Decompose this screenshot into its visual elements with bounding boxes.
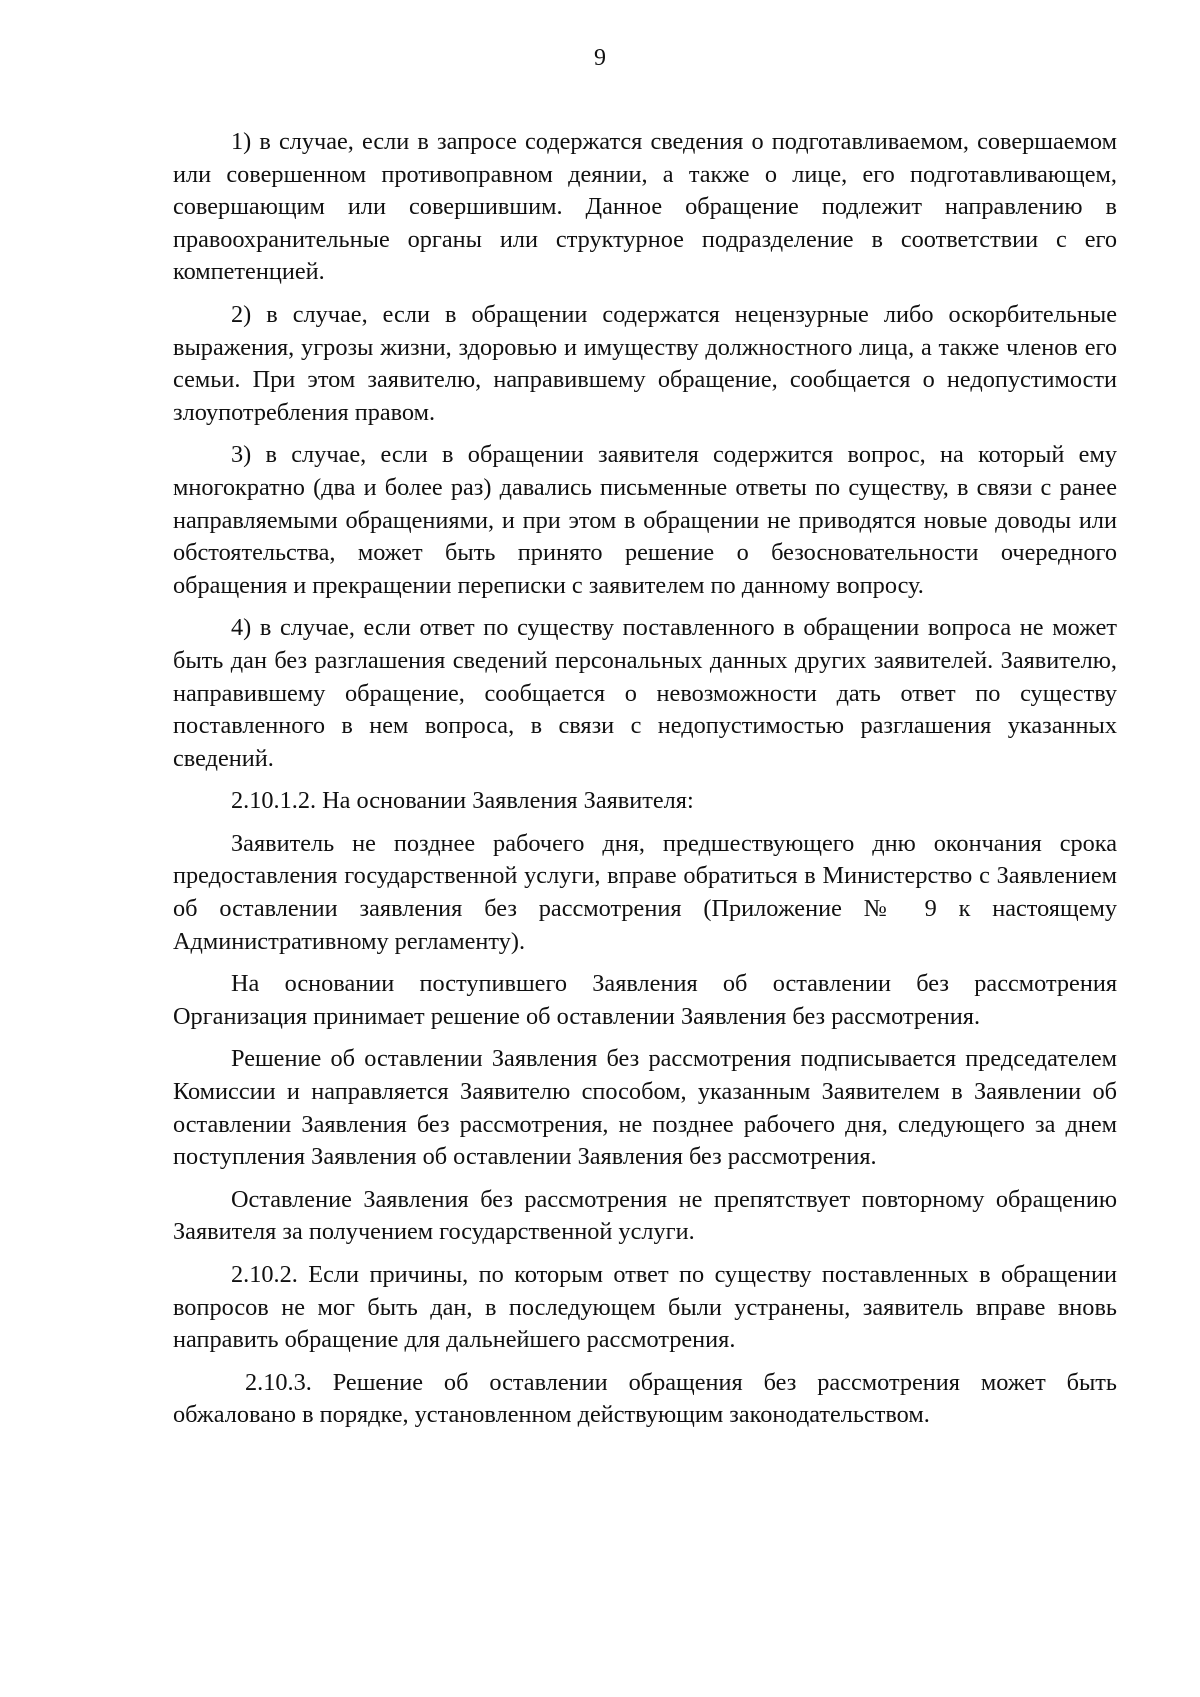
paragraph-section-2-10-3: 2.10.3. Решение об оставлении обращения без рассмотрения может быть обжаловано в порядке, установленном действующим законодательством.	[173, 1368, 1117, 1429]
paragraph-item-4: 4) в случае, если ответ по существу поставленного в обращении вопроса не может быть дан без разглашения сведений персональных данных других заявителей. Заявителю, направившему обращение, сообщается о невозможности дать ответ по существу поставленного в нем вопроса, в связи с недопустимостью разглашения указанных сведений.	[173, 614, 1117, 772]
paragraph-item-3: 3) в случае, если в обращении заявителя содержится вопрос, на который ему многократно (два и более раз) давались письменные ответы по существу, в связи с ранее направляемыми обращениями, и при этом в обращении не приводятся новые доводы или обстоятельства, может быть принято решение о безосновательности очередного обращения и прекращении переписки с заявителем по данному вопросу.	[173, 441, 1117, 599]
paragraph-item-1: 1) в случае, если в запросе содержатся сведения о подготавливаемом, совершаемом или совершенном противоправном деянии, а также о лице, его подготавливающем, совершающим или совершившим. Данное обращение подлежит направлению в правоохранительные органы или структурное подразделение в соответствии с его компетенцией.	[173, 128, 1117, 286]
paragraph-section-2-10-1-2: 2.10.1.2. На основании Заявления Заявителя:	[231, 787, 694, 815]
page-number: 9	[594, 45, 606, 71]
paragraph-no-obstacle: Оставление Заявления без рассмотрения не препятствует повторному обращению Заявителя за получением государственной услуги.	[173, 1185, 1117, 1246]
document-body	[173, 126, 1117, 1442]
paragraph-decision-signing: Решение об оставлении Заявления без рассмотрения подписывается председателем Комиссии и направляется Заявителю способом, указанным Заявителем в Заявлении об оставлении Заявления без рассмотрения, не позднее рабочего дня, следующего за днем поступления Заявления об оставлении Заявления без рассмотрения.	[173, 1045, 1117, 1171]
paragraph-organization-decision: На основании поступившего Заявления об оставлении без рассмотрения Организация принимает решение об оставлении Заявления без рассмотрения.	[173, 970, 1117, 1030]
paragraph-applicant-right: Заявитель не позднее рабочего дня, предшествующего дню окончания срока предоставления государственной услуги, вправе обратиться в Министерство с Заявлением об оставлении заявления без рассмотрения (Приложение № 9 к настоящему Административному регламенту).	[173, 829, 1117, 955]
paragraph-item-2: 2) в случае, если в обращении содержатся нецензурные либо оскорбительные выражения, угрозы жизни, здоровью и имуществу должностного лица, а также членов его семьи. При этом заявителю, направившему обращение, сообщается о недопустимости злоупотребления правом.	[173, 300, 1117, 426]
paragraph-section-2-10-2: 2.10.2. Если причины, по которым ответ по существу поставленных в обращении вопросов не мог быть дан, в последующем были устранены, заявитель вправе вновь направить обращение для дальнейшего рассмотрения.	[173, 1261, 1117, 1354]
